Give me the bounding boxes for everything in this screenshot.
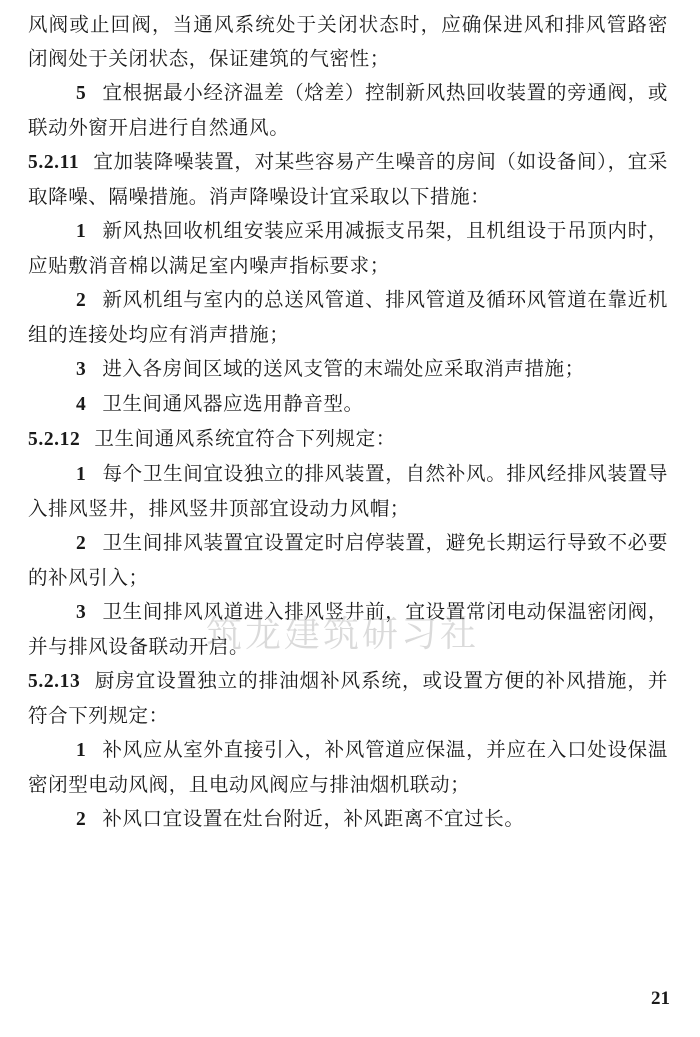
item-text: 每个卫生间宜设独立的排风装置，自然补风。排风经排风装置导入排风竖井，排风竖井顶部宜设动力风帽； (28, 462, 668, 520)
list-item (28, 352, 668, 387)
item-number: 2 (76, 290, 87, 311)
list-item (28, 595, 668, 664)
clause-5-2-13 (28, 664, 668, 733)
list-item (28, 76, 668, 145)
item-number: 3 (76, 359, 87, 380)
list-item (28, 283, 668, 352)
list-item (28, 802, 668, 837)
list-item (28, 214, 668, 283)
clause-text: 宜加装降噪装置，对某些容易产生噪音的房间（如设备间），宜采取降噪、隔噪措施。消声降噪设计宜采取以下措施： (28, 150, 668, 208)
clause-5-2-11 (28, 145, 668, 214)
clause-5-2-12 (28, 422, 668, 457)
item-text: 补风口宜设置在灶台附近，补风距离不宜过长。 (102, 807, 525, 830)
item-number: 4 (76, 394, 87, 415)
item-number: 2 (76, 809, 87, 830)
item-number: 5 (76, 83, 87, 104)
item-text: 卫生间排风装置宜设置定时启停装置，避免长期运行导致不必要的补风引入； (28, 531, 668, 589)
clause-number: 5.2.11 (28, 152, 80, 173)
paragraph-continuation (28, 8, 668, 76)
item-number: 1 (76, 740, 87, 761)
item-text: 新风热回收机组安装应采用减振支吊架，且机组设于吊顶内时，应贴敷消音棉以满足室内噪声指标要求； (28, 219, 668, 277)
item-number: 2 (76, 533, 87, 554)
item-number: 3 (76, 602, 87, 623)
item-number: 1 (76, 464, 87, 485)
item-number: 1 (76, 221, 87, 242)
item-text: 补风应从室外直接引入，补风管道应保温，并应在入口处设保温密闭型电动风阀，且电动风阀应与排油烟机联动； (28, 738, 668, 796)
list-item (28, 733, 668, 802)
list-item (28, 387, 668, 422)
clause-number: 5.2.12 (28, 429, 81, 450)
watermark: 筑龙建筑研习社 (206, 614, 480, 655)
paragraph-text: 风阀或止回阀，当通风系统处于关闭状态时，应确保进风和排风管路密闭阀处于关闭状态，保证建筑的气密性； (28, 13, 668, 70)
item-text: 卫生间排风风道进入排风竖井前，宜设置常闭电动保温密闭阀，并与排风设备联动开启。 (28, 600, 668, 658)
clause-text: 卫生间通风系统宜符合下列规定： (94, 427, 396, 450)
item-text: 新风机组与室内的总送风管道、排风管道及循环风管道在靠近机组的连接处均应有消声措施； (28, 288, 668, 346)
list-item (28, 526, 668, 595)
item-text: 宜根据最小经济温差（焓差）控制新风热回收装置的旁通阀，或联动外窗开启进行自然通风。 (28, 81, 668, 139)
item-text: 卫生间通风器应选用静音型。 (102, 392, 364, 415)
list-item (28, 457, 668, 526)
page-number: 21 (651, 988, 670, 1009)
clause-text: 厨房宜设置独立的排油烟补风系统，或设置方便的补风措施，并符合下列规定： (28, 669, 668, 727)
clause-number: 5.2.13 (28, 671, 81, 692)
item-text: 进入各房间区域的送风支管的末端处应采取消声措施； (102, 357, 585, 380)
document-body (28, 8, 668, 837)
